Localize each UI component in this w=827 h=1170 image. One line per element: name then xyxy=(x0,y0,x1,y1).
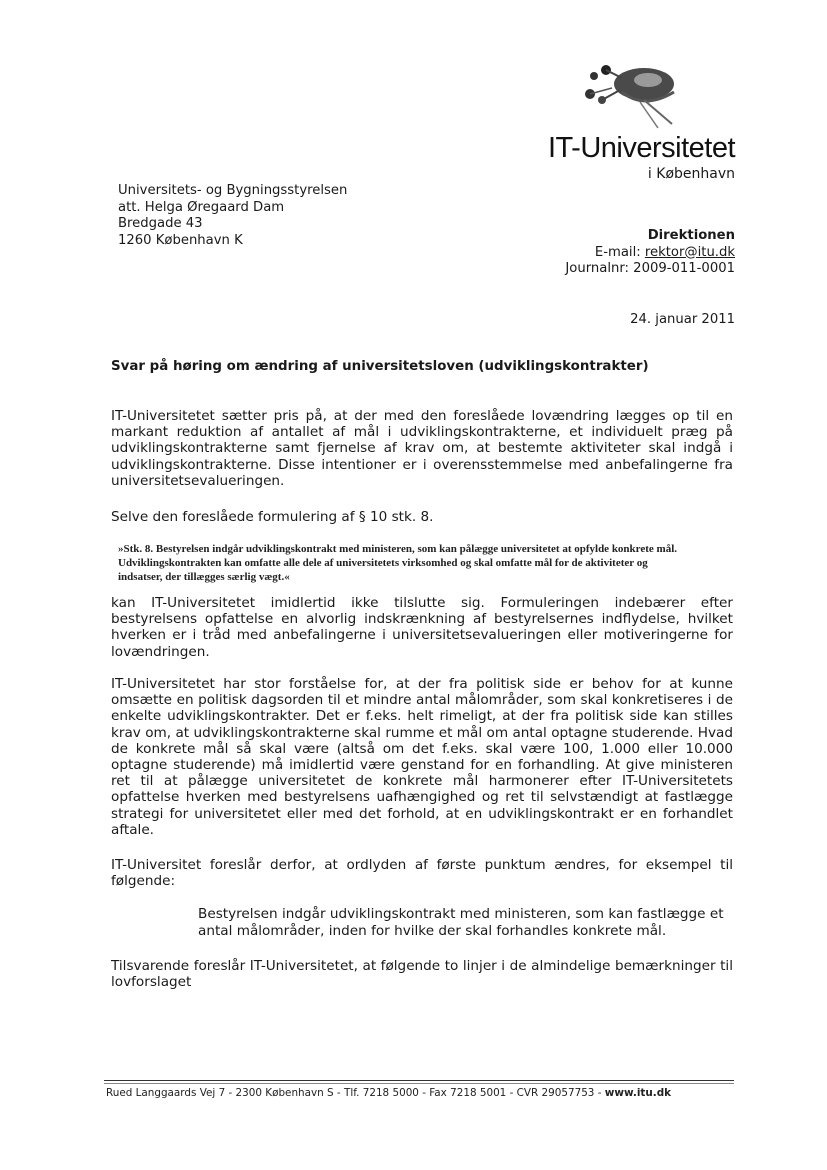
proposed-wording: Bestyrelsen indgår udviklingskontrakt med ministeren, som kan fastlægge et antal målområder, inden for hvilke der skal forhandles konkrete mål. xyxy=(198,906,724,939)
brand-name: IT-Universitetet xyxy=(548,132,735,164)
email-label: E-mail: xyxy=(594,244,645,260)
sender-block xyxy=(565,228,735,278)
sender-email-line xyxy=(565,245,735,262)
itu-logo-icon xyxy=(582,58,682,130)
letter-subject: Svar på høring om ændring af universitetsloven (udviklingskontrakter) xyxy=(111,359,649,374)
email-link[interactable]: rektor@itu.dk xyxy=(644,244,735,260)
recipient-line: att. Helga Øregaard Dam xyxy=(118,199,285,215)
paragraph-4: IT-Universitetet har stor forståelse for, at der fra politisk side er behov for at kunne omsætte en politisk dagsorden til et mindre antal målområder, som skal konkretiseres i de enkelte udviklingskontrakter. Det er f.eks. helt rimeligt, at der fra politisk side kan stilles krav om, at udviklingskontrakterne skal rumme et mål om antal optagne studerende. Hvad de konkrete mål så skal være (altså om det f.eks. skal være 100, 1.000 eller 10.000 optagne studerende) må imidlertid være genstand for en forhandling. At give ministeren ret til at pålægge universitetet de konkrete mål harmonerer efter IT-Universitetets opfattelse hverken med bestyrelsens uafhængighed og ret til selvstændigt at fastlægge strategi for universitetet eller med det forhold, at en udviklingskontrakt er en forhandlet aftale. xyxy=(111,676,733,838)
recipient-line: Bredgade 43 xyxy=(118,216,203,231)
footer-text: Rued Langgaards Vej 7 - 2300 København S - Tlf. 7218 5000 - Fax 7218 5001 - CVR 29057753 - xyxy=(106,1087,605,1099)
law-quote: »Stk. 8. Bestyrelsen indgår udviklingskontrakt med ministeren, som kan pålægge universitetet at opfylde konkrete mål. Udviklingskontrakten kan omfatte alle dele af universitetets virksomhed og skal omfatte mål for de aktiviteter og indsatser, der tillægges særlig vægt.« xyxy=(118,543,677,584)
paragraph-1: IT-Universitetet sætter pris på, at der med den foreslåede lovændring lægges op til en markant reduktion af antallet af mål i udviklingskontrakterne, et individuelt præg på udviklingskontrakterne samt fjernelse af krav om, at bestemte aktiviteter skal indgå i udviklingskontrakterne. Disse intentioner er i overensstemmelse med anbefalingerne fra universitetsevalueringen. xyxy=(111,408,733,489)
recipient-line: 1260 København K xyxy=(118,232,243,248)
letter-date: 24. januar 2011 xyxy=(630,312,735,327)
footer-web[interactable]: www.itu.dk xyxy=(604,1087,672,1099)
paragraph-2: Selve den foreslåede formulering af § 10 stk. 8. xyxy=(111,509,434,525)
footer-divider xyxy=(104,1083,734,1084)
footer-address xyxy=(106,1087,671,1099)
footer-divider xyxy=(104,1080,734,1081)
paragraph-5: IT-Universitet foreslår derfor, at ordlyden af første punktum ændres, for eksempel til følgende: xyxy=(111,857,733,890)
journal-number: Journalnr: 2009-011-0001 xyxy=(565,261,735,276)
recipient-address xyxy=(118,183,347,249)
paragraph-6: Tilsvarende foreslår IT-Universitetet, at følgende to linjer i de almindelige bemærkninger til lovforslaget xyxy=(111,958,733,991)
recipient-line: Universitets- og Bygningsstyrelsen xyxy=(118,183,348,198)
brand-subtitle: i København xyxy=(647,166,735,182)
sender-department: Direktionen xyxy=(647,228,735,243)
paragraph-3: kan IT-Universitetet imidlertid ikke tilslutte sig. Formuleringen indebærer efter bestyrelsens opfattelse en alvorlig indskrænkning af bestyrelsernes indflydelse, hvilket hverken er i tråd med anbefalingerne i universitetsevalueringen eller motiveringerne for lovændringen. xyxy=(111,595,733,660)
